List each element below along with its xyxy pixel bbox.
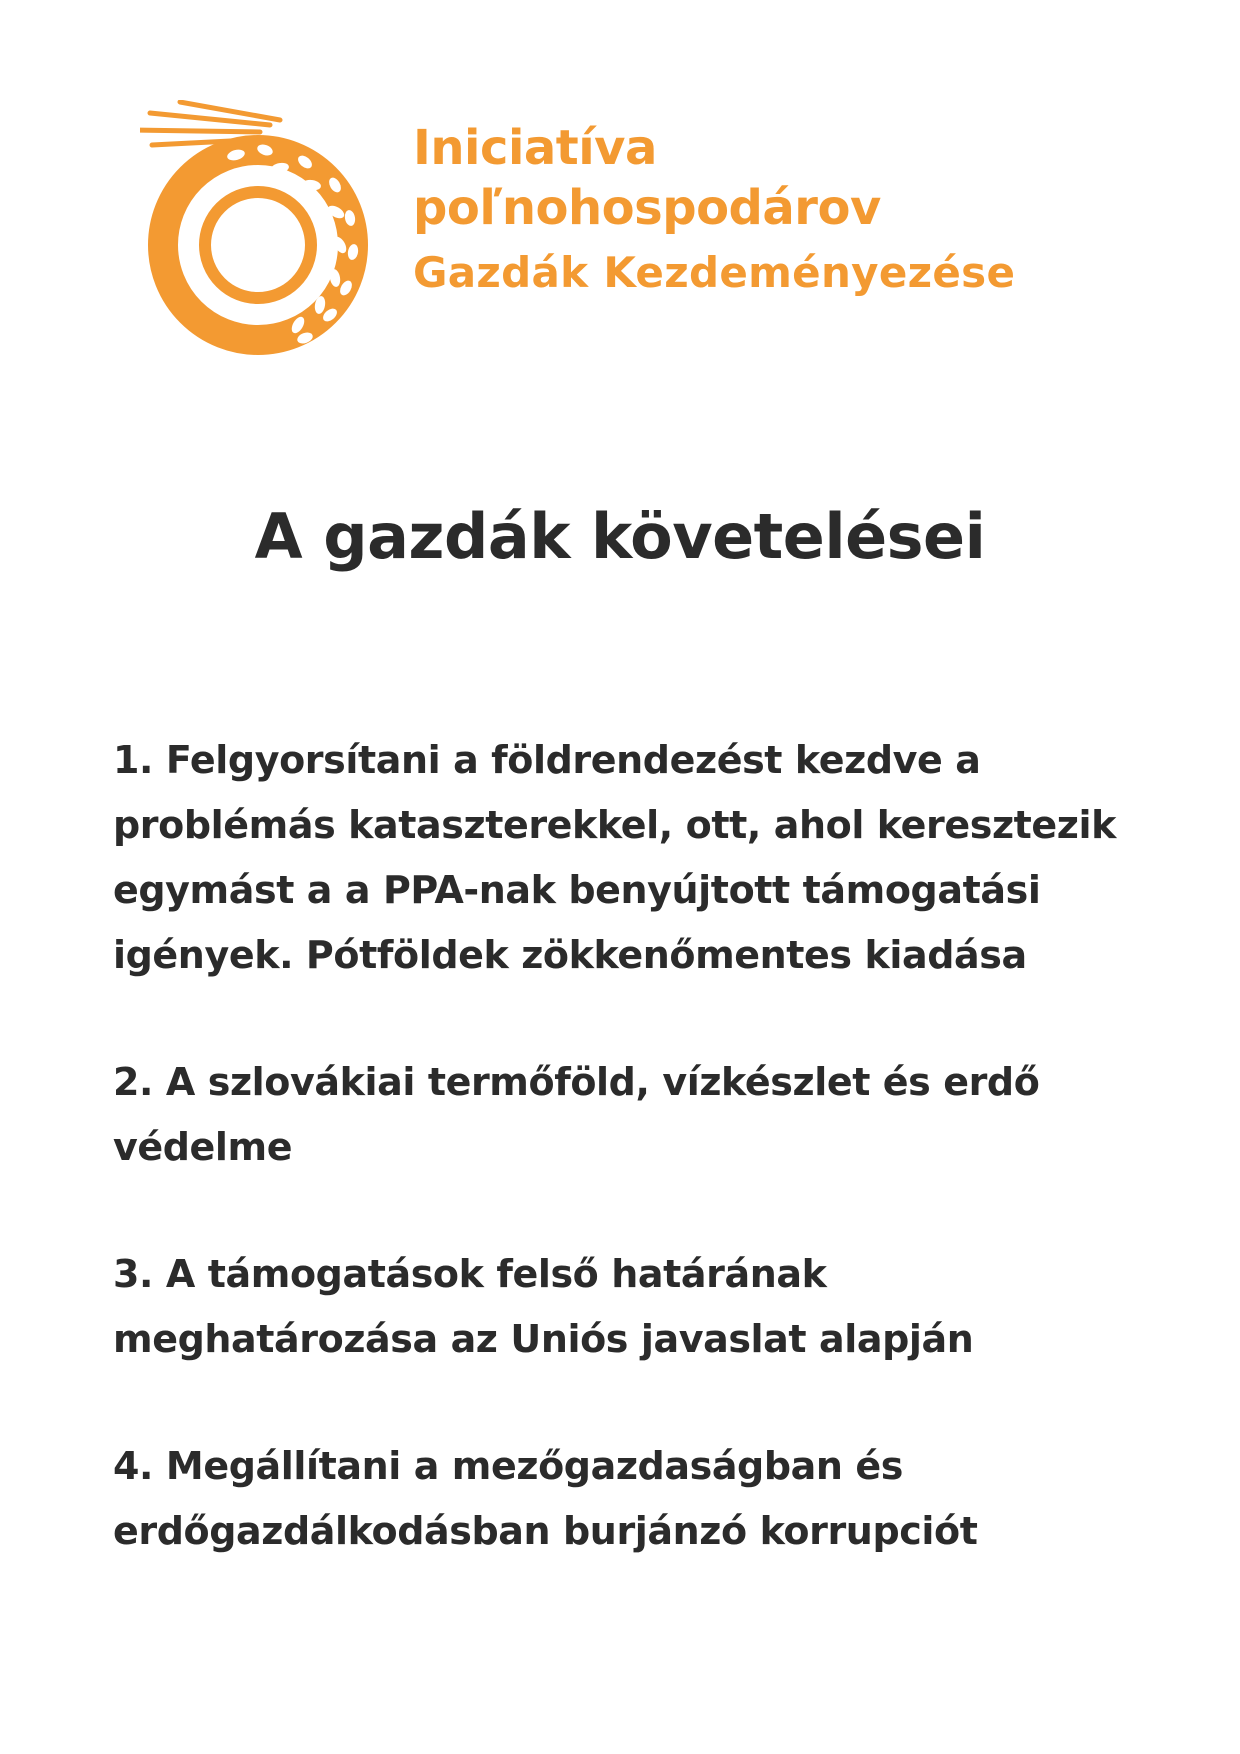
demand-item-4: 4. Megállítani a mezőgazdaságban és erdőgazdálkodásban burjánzó korrupciót [113, 1444, 978, 1553]
brand-line-1: Iniciatíva [413, 120, 657, 176]
demand-item-3: 3. A támogatások felső határának meghatározása az Uniós javaslat alapján [113, 1252, 974, 1361]
wheat-circle-logo-icon [140, 100, 410, 360]
demand-item-1: 1. Felgyorsítani a földrendezést kezdve a problémás kataszterekkel, ott, ahol keresztezik egymást a a PPA-nak benyújtott támogatási igények. Pótföldek zökkenőmentes kiadása [113, 738, 1117, 977]
brand-line-2: poľnohospodárov [413, 180, 881, 236]
demands-list [113, 728, 1133, 1626]
brand-line-3: Gazdák Kezdeményezése [413, 248, 1016, 297]
brand-name [413, 118, 1015, 302]
page-title: A gazdák követelései [254, 500, 986, 573]
demand-item-2: 2. A szlovákiai termőföld, vízkészlet és erdő védelme [113, 1060, 1040, 1169]
